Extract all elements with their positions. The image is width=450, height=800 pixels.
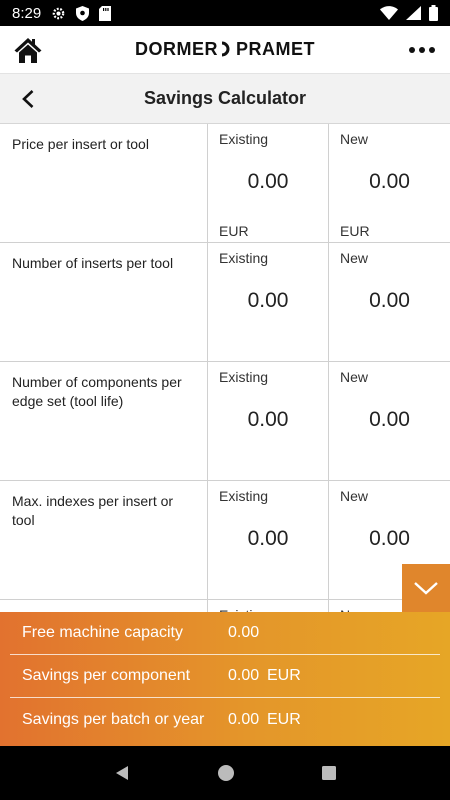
table-row [0, 124, 450, 243]
summary-value: 0.00 [228, 710, 260, 728]
status-left [12, 5, 111, 22]
row-label: Price per insert or tool [0, 124, 208, 242]
existing-caption: Existing [219, 250, 269, 266]
table-row [0, 243, 450, 362]
status-bar [0, 0, 450, 26]
summary-label: Savings per batch or year [22, 710, 205, 728]
chevron-left-icon [21, 89, 35, 109]
status-time: 8:29 [12, 4, 42, 22]
existing-unit: EUR [219, 223, 249, 239]
existing-value: 0.00 [247, 527, 289, 550]
nav-recents-icon[interactable] [321, 765, 337, 781]
logo-dormer: DORMER [135, 39, 218, 59]
new-caption: New [340, 369, 369, 385]
nav-home-icon[interactable] [217, 764, 235, 782]
existing-value-field[interactable] [208, 362, 329, 480]
row-label: Number of inserts per tool [0, 243, 208, 361]
signal-icon [406, 6, 421, 20]
page-title: Savings Calculator [143, 88, 307, 108]
existing-caption: Existing [219, 488, 269, 504]
existing-value: 0.00 [247, 170, 289, 193]
calculator-table [0, 124, 450, 612]
shield-icon [76, 6, 89, 21]
more-options-button[interactable] [394, 26, 450, 74]
new-value: 0.00 [369, 408, 410, 431]
existing-value-field[interactable] [208, 124, 329, 242]
logo-pramet: PRAMET [236, 39, 315, 59]
new-value: 0.00 [369, 170, 410, 193]
summary-panel [0, 612, 450, 746]
back-button[interactable] [0, 74, 56, 124]
table-row [0, 481, 450, 600]
expand-summary-button[interactable] [402, 564, 450, 612]
summary-unit: EUR [267, 710, 301, 728]
status-right [380, 5, 438, 21]
row-label: Max. indexes per insert or tool [0, 481, 208, 599]
system-nav-bar [0, 746, 450, 800]
logo-mark-icon [220, 39, 234, 60]
wifi-icon [380, 6, 398, 20]
title-bar [0, 74, 450, 124]
chevron-down-icon [413, 580, 439, 596]
new-caption: New [340, 488, 369, 504]
nav-back-icon[interactable] [113, 764, 131, 782]
existing-value: 0.00 [247, 408, 289, 431]
summary-value: 0.00 [228, 667, 260, 684]
settings-icon [51, 6, 66, 21]
summary-row [10, 612, 440, 655]
summary-row [10, 655, 440, 698]
new-value-field[interactable] [329, 124, 450, 242]
app-header [0, 26, 450, 74]
brand-logo [56, 39, 394, 60]
existing-caption: Existing [219, 131, 269, 147]
new-caption: New [340, 131, 369, 147]
summary-label: Free machine capacity [22, 624, 183, 641]
new-unit: EUR [340, 223, 370, 239]
new-value-field[interactable] [329, 243, 450, 361]
summary-label: Savings per component [22, 667, 191, 684]
home-button[interactable] [0, 26, 56, 74]
new-caption: New [340, 250, 369, 266]
summary-value: 0.00 [228, 624, 260, 641]
battery-icon [429, 5, 438, 21]
new-value: 0.00 [369, 527, 410, 550]
existing-value-field[interactable] [208, 243, 329, 361]
new-value-field[interactable] [329, 362, 450, 480]
table-row [0, 362, 450, 481]
sd-card-icon [99, 6, 111, 21]
new-value: 0.00 [369, 289, 410, 312]
existing-value: 0.00 [247, 289, 289, 312]
more-dots-icon [408, 46, 436, 54]
existing-caption: Existing [219, 369, 269, 385]
summary-unit: EUR [267, 667, 301, 684]
row-label: Number of components per edge set (tool life) [0, 362, 208, 480]
existing-value-field[interactable] [208, 481, 329, 599]
summary-row [10, 698, 440, 741]
home-icon [13, 36, 43, 64]
